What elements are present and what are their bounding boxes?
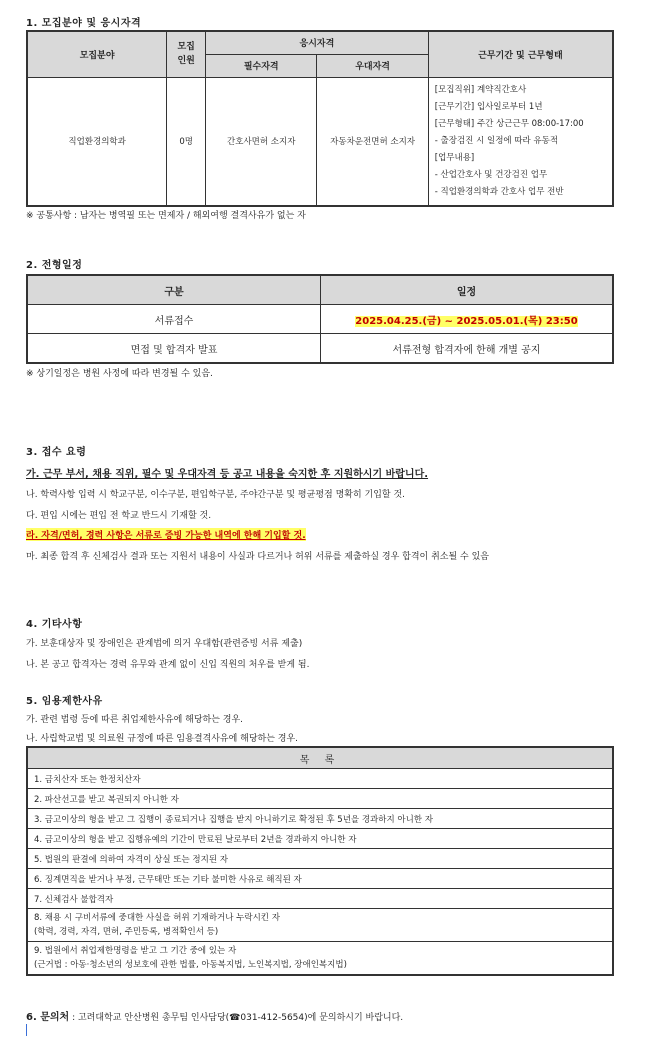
header-count-line1: 모집 <box>177 42 195 53</box>
list-item: 5. 법원의 판결에 의하여 자격이 상실 또는 정지된 자 <box>27 849 613 869</box>
header-term: 근무기간 및 근무형태 <box>428 31 613 77</box>
cell-term <box>428 77 613 206</box>
header-count-line2: 인원 <box>177 56 195 67</box>
list-item-line: 8. 채용 시 구비서류에 중대한 사실을 허위 기재하거나 누락시킨 자 <box>34 913 280 923</box>
header-qualification: 응시자격 <box>206 31 429 54</box>
recruitment-table <box>26 30 614 207</box>
list-item-line: (학력, 경력, 자격, 면허, 주민등록, 병적확인서 등) <box>34 927 219 937</box>
instruction-item: 다. 편입 시에는 편입 전 학교 반드시 기재할 것. <box>26 511 212 521</box>
list-item-line: (근거법 : 아동·청소년의 성보호에 관한 법률, 아동복지법, 노인복지법, 장애인복지법) <box>34 960 347 970</box>
term-line: [근무형태] 주간 상근근무 08:00-17:00 <box>434 118 584 129</box>
section-2-note: ※ 상기일정은 병원 사정에 따라 변경될 수 있음. <box>26 369 213 379</box>
header-category: 구분 <box>27 275 321 305</box>
list-item <box>27 909 613 942</box>
list-item-line: 9. 법원에서 취업제한명령을 받고 그 기간 중에 있는 자 <box>34 946 237 956</box>
cell-field: 직업환경의학과 <box>27 77 167 206</box>
cell-required: 간호사면허 소지자 <box>206 77 317 206</box>
section-6-title: 6. 문의처 <box>26 1012 70 1023</box>
restriction-list-table <box>26 746 614 976</box>
cell-count: 0명 <box>167 77 206 206</box>
contact-line <box>26 1008 403 1023</box>
list-item <box>27 942 613 976</box>
cell-schedule <box>321 305 614 334</box>
section-2-title: 2. 전형일정 <box>26 260 83 271</box>
list-item: 1. 금치산자 또는 한정치산자 <box>27 769 613 789</box>
application-period: 2025.04.25.(금) ~ 2025.05.01.(목) 23:50 <box>355 315 578 327</box>
term-line: - 산업간호사 및 건강검진 업무 <box>434 169 548 180</box>
list-item: 3. 금고이상의 형을 받고 그 집행이 종료되거나 집행을 받지 아니하기로 확정된 후 5년을 경과하지 아니한 자 <box>27 809 613 829</box>
cell-preferred: 자동차운전면허 소지자 <box>317 77 428 206</box>
section-1-title: 1. 모집분야 및 응시자격 <box>26 18 142 29</box>
restriction-item: 나. 사립학교법 및 의료원 규정에 따른 임용결격사유에 해당하는 경우. <box>26 734 299 744</box>
list-item: 6. 징계면직을 받거나 부정, 근무태만 또는 기타 불미한 사유로 해직된 자 <box>27 869 613 889</box>
term-line: [근무기간] 입사일로부터 1년 <box>434 101 543 112</box>
section-4-title: 4. 기타사항 <box>26 619 83 630</box>
term-line: - 직업환경의학과 간호사 업무 전반 <box>434 186 564 197</box>
instruction-item-highlight: 라. 자격/면허, 경력 사항은 서류로 증빙 가능한 내역에 한해 기입할 것. <box>26 528 306 541</box>
instruction-item: 마. 최종 합격 후 신체검사 결과 또는 지원서 내용이 사실과 다르거나 허위 서류를 제출하실 경우 합격이 취소될 수 있음 <box>26 552 489 562</box>
instruction-item: 가. 근무 부서, 채용 직위, 필수 및 우대자격 등 공고 내용을 숙지한 후 지원하시기 바랍니다. <box>26 469 429 480</box>
cell-category: 면접 및 합격자 발표 <box>27 334 321 364</box>
contact-text: : 고려대학교 안산병원 총무팀 인사담당(☎031-412-5654)에 문의하시기 바랍니다. <box>69 1013 404 1023</box>
header-count <box>167 31 206 77</box>
misc-item: 나. 본 공고 합격자는 경력 유무와 관계 없이 신입 직원의 처우를 받게 됨. <box>26 660 310 670</box>
restriction-item: 가. 관련 법령 등에 따른 취업제한사유에 해당하는 경우. <box>26 715 244 725</box>
section-5-title: 5. 임용제한사유 <box>26 696 103 707</box>
list-item: 7. 신체검사 불합격자 <box>27 889 613 909</box>
section-1-note: ※ 공통사항 : 남자는 병역필 또는 면제자 / 해외여행 결격사유가 없는 자 <box>26 211 306 221</box>
term-line: [업무내용] <box>434 152 475 163</box>
text-cursor <box>26 1024 27 1036</box>
cell-category: 서류접수 <box>27 305 321 334</box>
cell-schedule: 서류전형 합격자에 한해 개별 공지 <box>321 334 614 364</box>
header-field: 모집분야 <box>27 31 167 77</box>
term-line: - 출장검진 시 일정에 따라 유동적 <box>434 135 559 146</box>
section-3-title: 3. 접수 요령 <box>26 447 87 458</box>
header-preferred: 우대자격 <box>317 54 428 77</box>
term-line: [모집직위] 계약직간호사 <box>434 84 527 95</box>
header-required: 필수자격 <box>206 54 317 77</box>
header-schedule: 일정 <box>321 275 614 305</box>
schedule-table <box>26 274 614 364</box>
list-item: 2. 파산선고를 받고 복권되지 아니한 자 <box>27 789 613 809</box>
list-header: 목 록 <box>27 747 613 769</box>
list-item: 4. 금고이상의 형을 받고 집행유예의 기간이 만료된 날로부터 2년을 경과하지 아니한 자 <box>27 829 613 849</box>
instruction-item: 나. 학력사항 입력 시 학교구분, 이수구분, 편입학구분, 주야간구분 및 평균평점 명확히 기입할 것. <box>26 490 406 500</box>
misc-item: 가. 보훈대상자 및 장애인은 관계법에 의거 우대함(관련증빙 서류 제출) <box>26 639 303 649</box>
